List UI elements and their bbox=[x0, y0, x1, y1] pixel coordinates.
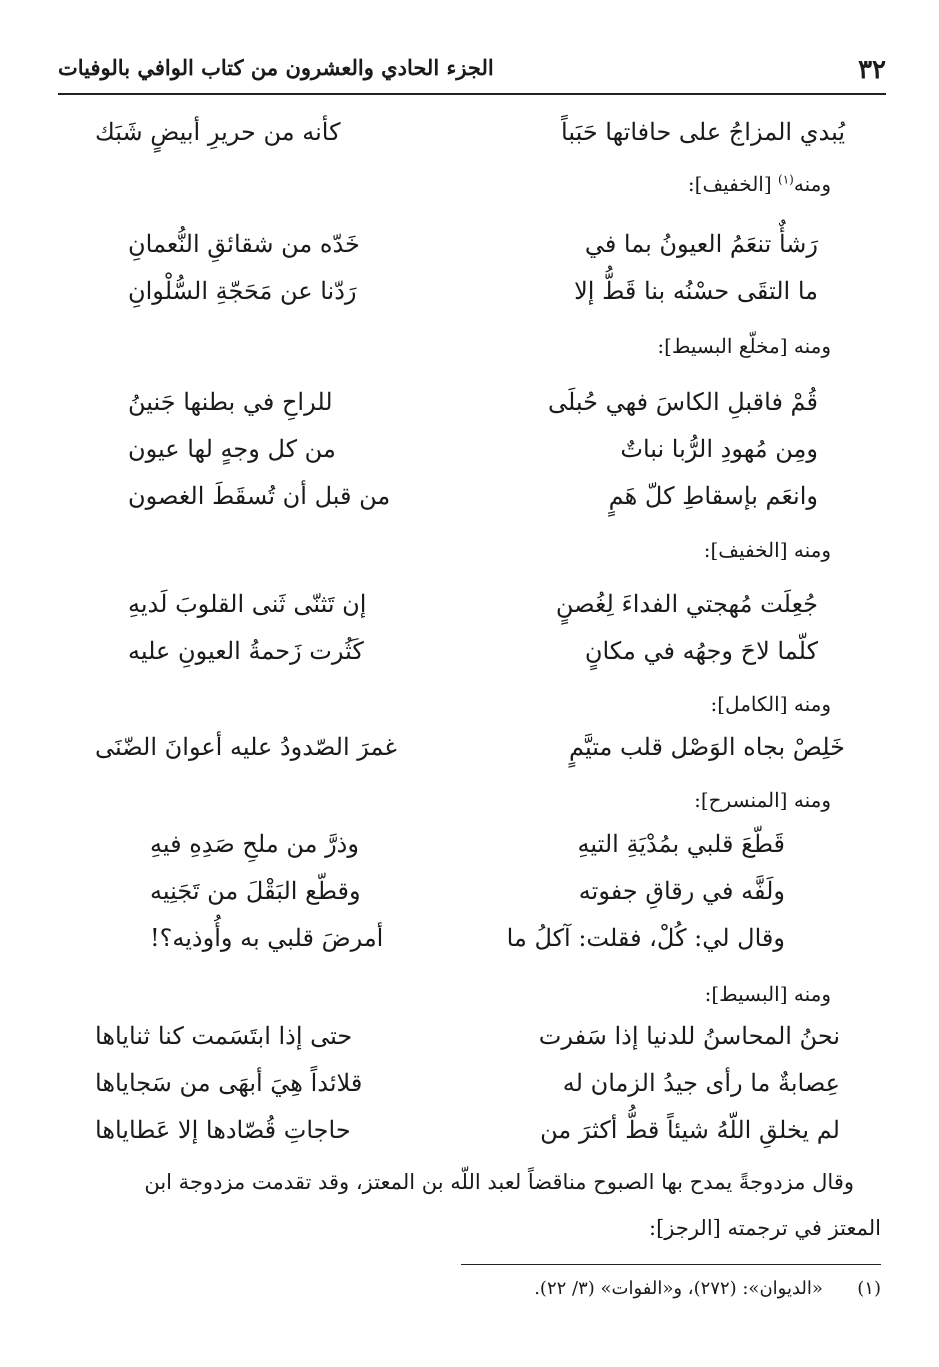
verse-second-hemistich: من كل وجهٍ لها عيون bbox=[128, 435, 336, 463]
verse-line bbox=[150, 924, 785, 964]
meter-label: [الخفيف]: bbox=[703, 538, 788, 562]
meter-label: [الخفيف]: bbox=[687, 172, 772, 196]
verse-second-hemistich: رَدّنا عن مَحَجّةِ السُّلْوانِ bbox=[128, 277, 357, 305]
verse-line bbox=[128, 230, 818, 270]
verse-second-hemistich: حاجاتِ قُصّادها إلا عَطاياها bbox=[95, 1116, 351, 1144]
meter-label: [مخلّع البسيط]: bbox=[657, 334, 788, 358]
verse-second-hemistich: خَدّه من شقائقِ النُّعمانِ bbox=[128, 230, 360, 258]
verse-line bbox=[128, 388, 818, 428]
section-intro bbox=[704, 538, 831, 562]
footnote-number: (١) bbox=[857, 1278, 881, 1299]
section-intro bbox=[694, 788, 831, 812]
meter-label: [الكامل]: bbox=[710, 692, 788, 716]
verse-second-hemistich: وذرَّ من ملحِ صَدِهِ فيهِ bbox=[150, 830, 359, 858]
verse-line bbox=[150, 877, 785, 917]
verse-first-hemistich: ومِن مُهودِ الرُّبا نباتٌ bbox=[620, 435, 818, 463]
verse-line bbox=[128, 482, 818, 522]
intro-word: ومنه bbox=[793, 172, 831, 196]
verse-first-hemistich: كلّما لاحَ وجهُه في مكانٍ bbox=[584, 637, 818, 665]
verse-first-hemistich: وانعَم بإسقاطِ كلّ هَمٍ bbox=[608, 482, 818, 510]
header-divider bbox=[58, 93, 886, 95]
verse-second-hemistich: حتى إذا ابتَسَمت كنا ثناياها bbox=[95, 1022, 353, 1050]
section-intro bbox=[711, 692, 832, 716]
verse-first-hemistich: وقال لي: كُلْ، فقلت: آكلُ ما bbox=[506, 924, 785, 952]
verse-second-hemistich: كَثُرت زَحمةُ العيونِ عليه bbox=[128, 637, 364, 665]
verse-line bbox=[150, 830, 785, 870]
verse-line bbox=[95, 118, 845, 158]
page-number: ٣٢ bbox=[858, 55, 886, 85]
intro-word: ومنه bbox=[793, 334, 831, 358]
verse-first-hemistich: عِصابةٌ ما رأى جيدُ الزمان له bbox=[562, 1069, 840, 1097]
verse-line bbox=[128, 590, 818, 630]
footnote-text: «الديوان»: (٢٧٢)، و«الفوات» (٣/ ٢٢). bbox=[534, 1278, 823, 1299]
verse-second-hemistich: للراحِ في بطنها جَنينُ bbox=[128, 388, 333, 416]
section-intro bbox=[657, 334, 831, 358]
verse-first-hemistich: قَطّعَ قلبي بمُدْيَةِ التيهِ bbox=[577, 830, 785, 858]
verse-line bbox=[95, 733, 845, 773]
section-intro bbox=[705, 982, 831, 1006]
verse-first-hemistich: يُبدي المزاجُ على حافاتها حَبَباً bbox=[561, 118, 845, 146]
verse-first-hemistich: رَشأٌ تنعَمُ العيونُ بما في bbox=[584, 230, 818, 258]
verse-first-hemistich: نحنُ المحاسنُ للدنيا إذا سَفرت bbox=[538, 1022, 840, 1050]
intro-word: ومنه bbox=[793, 538, 831, 562]
verse-second-hemistich: إن تَثنّى ثَنى القلوبَ لَديهِ bbox=[128, 590, 367, 618]
verse-line bbox=[95, 1022, 840, 1062]
intro-word: ومنه bbox=[793, 788, 831, 812]
verse-second-hemistich: من قبل أن تُسقَطَ الغصون bbox=[128, 482, 391, 510]
footnote bbox=[534, 1278, 881, 1299]
verse-line bbox=[128, 435, 818, 475]
verse-second-hemistich: أمرضَ قلبي به وأُوذيه؟! bbox=[150, 924, 384, 952]
verse-line bbox=[95, 1116, 840, 1156]
footnote-ref: (١) bbox=[778, 172, 794, 187]
verse-first-hemistich: قُمْ فاقبلِ الكاسَ فهي حُبلَى bbox=[547, 388, 818, 416]
verse-second-hemistich: وقطّع البَقْلَ من تَجَنِيه bbox=[150, 877, 361, 905]
verse-first-hemistich: جُعِلَت مُهجتي الفداءَ لِغُصنٍ bbox=[555, 590, 818, 618]
page-header bbox=[58, 55, 886, 91]
verse-second-hemistich: قلائداً هِيَ أبهَى من سَجاياها bbox=[95, 1069, 363, 1097]
section-intro bbox=[688, 172, 831, 196]
footnote-divider bbox=[461, 1264, 881, 1265]
verse-first-hemistich: لم يخلقِ اللّهُ شيئاً قطُّ أكثرَ من bbox=[540, 1116, 840, 1144]
verse-first-hemistich: خَلِصْ بجاه الوَصْل قلب متيَّمٍ bbox=[569, 733, 845, 761]
prose-line: وقال مزدوجةً يمدح بها الصبوح مناقضاً لعبد اللّه بن المعتز، وقد تقدمت مزدوجة ابن bbox=[144, 1170, 854, 1194]
verse-line bbox=[128, 277, 818, 317]
running-title: الجزء الحادي والعشرون من كتاب الوافي بالوفيات bbox=[58, 55, 494, 80]
meter-label: [البسيط]: bbox=[704, 982, 788, 1006]
verse-line bbox=[128, 637, 818, 677]
verse-second-hemistich: غمرَ الصّدودُ عليه أعوانَ الضّنَى bbox=[95, 733, 397, 761]
verse-second-hemistich: كأنه من حريرِ أبيضٍ شَبَك bbox=[95, 118, 341, 146]
meter-label: [المنسرح]: bbox=[694, 788, 788, 812]
verse-first-hemistich: ما التقَى حسْنُه بنا قَطُّ إلا bbox=[574, 277, 818, 305]
verse-first-hemistich: ولَفَّه في رقاقِ جفوته bbox=[578, 877, 785, 905]
intro-word: ومنه bbox=[793, 692, 831, 716]
intro-word: ومنه bbox=[793, 982, 831, 1006]
prose-line: المعتز في ترجمته [الرجز]: bbox=[649, 1216, 881, 1240]
verse-line bbox=[95, 1069, 840, 1109]
